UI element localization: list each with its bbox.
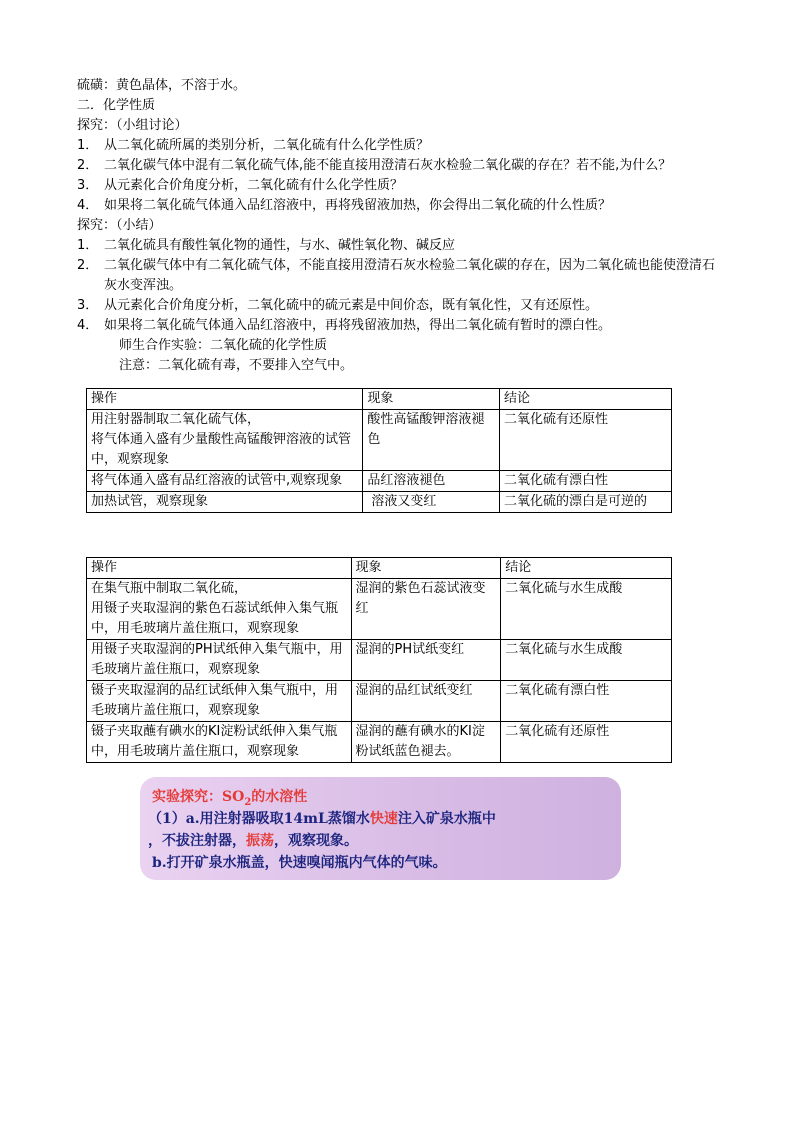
safety-warning: 注意：二氧化硫有毒，不要排入空气中。 xyxy=(119,358,354,373)
list-item: 3． 从元素化合价角度分析，二氧化硫有什么化学性质？ xyxy=(77,178,404,193)
list-item: 4． 如果将二氧化硫气体通入品红溶液中，再将残留液加热，得出二氧化硫有暂时的漂白性。 xyxy=(77,318,612,333)
list-item: 1． 从二氧化硫所属的类别分析，二氧化硫有什么化学性质？ xyxy=(77,138,430,153)
experiment-table-2 xyxy=(86,557,672,763)
sulfur-description: 硫磺：黄色晶体，不溶于水。 xyxy=(77,78,247,93)
callout-step-b: b.打开矿泉水瓶盖，快速嗅闻瓶内气体的气味。 xyxy=(152,855,447,871)
table-cell: 湿润的紫色石蕊试液变红 xyxy=(351,579,501,640)
column-header: 结论 xyxy=(500,389,672,410)
table-cell: 在集气瓶中制取二氧化硫， 用镊子夹取湿润的紫色石蕊试纸伸入集气瓶中，用毛玻璃片盖住瓶口，观察现象 xyxy=(87,579,352,640)
list-item: 2． 二氧化碳气体中混有二氧化硫气体,能不能直接用澄清石灰水检验二氧化碳的存在？若不能,为什么？ xyxy=(77,158,672,173)
summary-label: 探究：（小结） xyxy=(77,218,162,233)
list-item: 2． 二氧化碳气体中有二氧化硫气体，不能直接用澄清石灰水检验二氧化碳的存在，因为二氧化硫也能使澄清石灰水变浑浊。 xyxy=(77,258,716,293)
table-cell: 加热试管，观察现象 xyxy=(87,492,363,513)
table-cell: 二氧化硫有还原性 xyxy=(501,722,672,763)
summary-list xyxy=(77,236,727,336)
question-list xyxy=(77,136,727,216)
column-header: 现象 xyxy=(351,558,501,579)
experiment-table-1 xyxy=(86,388,672,513)
table-row xyxy=(87,640,672,681)
table-header-row xyxy=(87,389,672,410)
callout-step-1: （1）a.用注射器吸取14mL蒸馏水快速注入矿泉水瓶中 xyxy=(148,811,496,827)
table-header-row xyxy=(87,558,672,579)
table-cell: 二氧化硫有还原性 xyxy=(500,410,672,471)
section-heading: 二．化学性质 xyxy=(77,98,156,113)
table-cell: 品红溶液褪色 xyxy=(363,471,500,492)
table-cell: 二氧化硫的漂白是可逆的 xyxy=(500,492,672,513)
column-header: 操作 xyxy=(87,558,352,579)
callout-step-1-cont: ，不拔注射器，振荡，观察现象。 xyxy=(148,833,358,849)
document-body xyxy=(77,76,727,376)
list-item: 4． 如果将二氧化硫气体通入品红溶液中，再将残留液加热，你会得出二氧化硫的什么性质？ xyxy=(77,198,612,213)
table-cell: 湿润的PH试纸变红 xyxy=(351,640,501,681)
column-header: 操作 xyxy=(87,389,363,410)
table-cell: 二氧化硫与水生成酸 xyxy=(501,579,672,640)
column-header: 结论 xyxy=(501,558,672,579)
table-row xyxy=(87,579,672,640)
callout-title: 实验探究：$SO_2$的水溶性 xyxy=(152,789,308,808)
table-cell: 酸性高锰酸钾溶液褪色 xyxy=(363,410,500,471)
column-header: 现象 xyxy=(363,389,500,410)
table-row xyxy=(87,492,672,513)
table-cell: 湿润的品红试纸变红 xyxy=(351,681,501,722)
table-cell: 用镊子夹取湿润的PH试纸伸入集气瓶中，用毛玻璃片盖住瓶口，观察现象 xyxy=(87,640,352,681)
table-cell: 镊子夹取湿润的品红试纸伸入集气瓶中，用毛玻璃片盖住瓶口，观察现象 xyxy=(87,681,352,722)
experiment-title: 师生合作实验：二氧化硫的化学性质 xyxy=(119,338,328,353)
table-cell: 湿润的蘸有碘水的KI淀粉试纸蓝色褪去。 xyxy=(351,722,501,763)
table-cell: 二氧化硫与水生成酸 xyxy=(501,640,672,681)
list-item: 1． 二氧化硫具有酸性氧化物的通性，与水、碱性氧化物、碱反应 xyxy=(77,238,456,253)
table-row xyxy=(87,722,672,763)
list-item: 3． 从元素化合价角度分析，二氧化硫中的硫元素是中间价态，既有氧化性，又有还原性。 xyxy=(77,298,599,313)
table-row xyxy=(87,681,672,722)
table-cell: 二氧化硫有漂白性 xyxy=(501,681,672,722)
table-cell: 用注射器制取二氧化硫气体， 将气体通入盛有少量酸性高锰酸钾溶液的试管中，观察现象 xyxy=(87,410,363,471)
table-cell: 将气体通入盛有品红溶液的试管中,观察现象 xyxy=(87,471,363,492)
table-row xyxy=(87,471,672,492)
table-cell: 镊子夹取蘸有碘水的KI淀粉试纸伸入集气瓶中，用毛玻璃片盖住瓶口，观察现象 xyxy=(87,722,352,763)
experiment-callout xyxy=(140,777,621,880)
table-cell: 二氧化硫有漂白性 xyxy=(500,471,672,492)
table-row xyxy=(87,410,672,471)
table-cell: 溶液又变红 xyxy=(363,492,500,513)
discussion-label: 探究：（小组讨论） xyxy=(77,118,188,133)
